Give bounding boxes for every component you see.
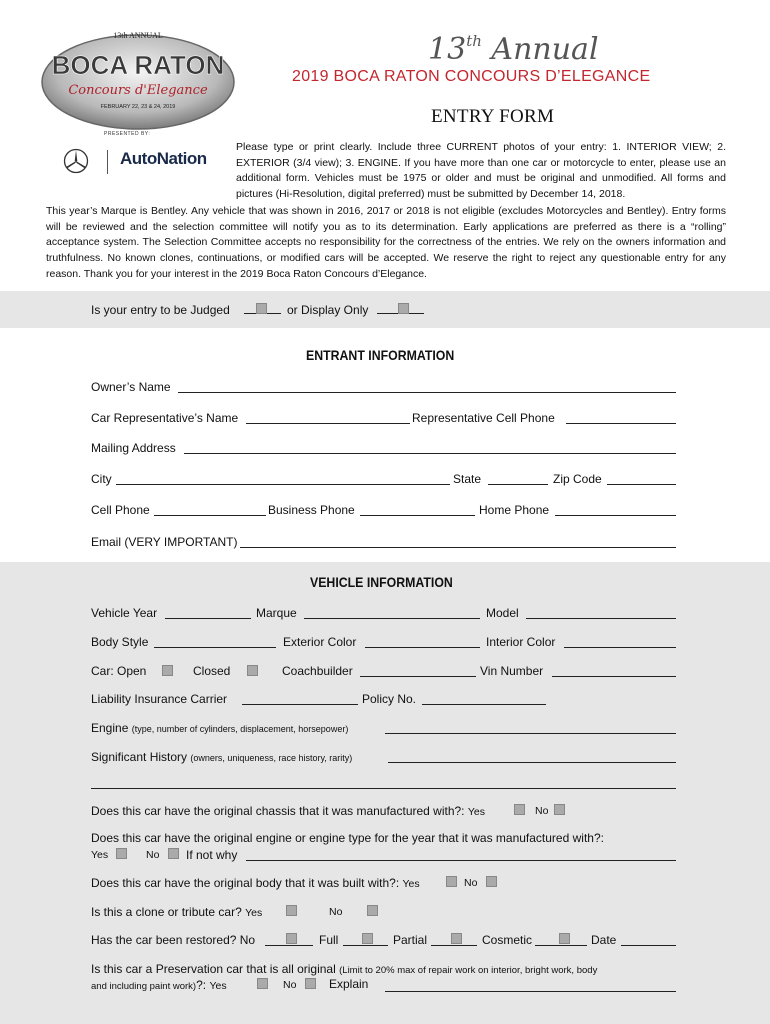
- zip-label: Zip Code: [553, 472, 602, 486]
- home-field[interactable]: [555, 505, 676, 516]
- model-field[interactable]: [526, 608, 676, 619]
- vin-field[interactable]: [552, 666, 676, 677]
- mailing-field[interactable]: [184, 443, 676, 454]
- body-label: Body Style: [91, 635, 149, 649]
- car-rep-field[interactable]: [246, 413, 410, 424]
- history-label: Significant History (owners, uniqueness, race history, rarity): [91, 750, 353, 764]
- logo-dates-text: FEBRUARY 22, 23 & 24, 2019: [100, 104, 176, 110]
- int-field[interactable]: [564, 637, 676, 648]
- liability-field[interactable]: [242, 694, 358, 705]
- cosmetic-label: Cosmetic: [482, 933, 533, 947]
- event-title: 2019 BOCA RATON CONCOURS D’ELEGANCE: [292, 68, 651, 85]
- coach-field[interactable]: [360, 666, 476, 677]
- business-field[interactable]: [360, 505, 475, 516]
- entrant-heading: ENTRANT INFORMATION: [306, 347, 455, 363]
- open-label: Car: Open: [91, 664, 147, 678]
- year-field[interactable]: [165, 608, 251, 619]
- q-chassis: Does this car have the original chassis that it was manufactured with?: Yes: [91, 804, 486, 818]
- display-label: or Display Only: [287, 303, 369, 317]
- cell-field[interactable]: [154, 505, 266, 516]
- logo-top-text: 13th ANNUAL: [113, 31, 163, 40]
- rep-cell-field[interactable]: [566, 413, 676, 424]
- vin-label: Vin Number: [480, 664, 544, 678]
- cell-label: Cell Phone: [91, 503, 150, 517]
- q-clone: Is this a clone or tribute car? Yes: [91, 905, 263, 919]
- closed-label: Closed: [193, 664, 231, 678]
- car-rep-label: Car Representative’s Name: [91, 411, 239, 425]
- body-no-label: No: [464, 877, 478, 889]
- marque-field[interactable]: [304, 608, 480, 619]
- engine-no-label: No: [146, 849, 160, 861]
- ext-field[interactable]: [365, 637, 480, 648]
- partial-label: Partial: [393, 933, 428, 947]
- closed-checkbox[interactable]: [247, 665, 258, 676]
- if-not-why-label: If not why: [186, 848, 238, 862]
- engine-yes-checkbox[interactable]: [116, 848, 127, 859]
- int-label: Interior Color: [486, 635, 556, 649]
- presented-by: PRESENTED BY:: [104, 131, 151, 137]
- body-yes-checkbox[interactable]: [446, 876, 457, 887]
- state-field[interactable]: [488, 474, 548, 485]
- cosmetic-checkbox[interactable]: [559, 933, 570, 944]
- date-label: Date: [591, 933, 617, 947]
- restored-no-checkbox[interactable]: [286, 933, 297, 944]
- preservation-no-checkbox[interactable]: [305, 978, 316, 989]
- engine-field[interactable]: [385, 723, 676, 734]
- q-body: Does this car have the original body that it was built with?: Yes: [91, 876, 420, 890]
- logo-divider: [107, 150, 108, 174]
- vehicle-heading: VEHICLE INFORMATION: [310, 574, 453, 590]
- open-checkbox[interactable]: [162, 665, 173, 676]
- owner-name-label: Owner’s Name: [91, 380, 171, 394]
- date-field[interactable]: [621, 935, 676, 946]
- form-title: ENTRY FORM: [431, 106, 555, 127]
- year-label: Vehicle Year: [91, 606, 158, 620]
- if-not-why-field[interactable]: [246, 850, 676, 861]
- vehicle-band: [0, 562, 770, 1024]
- chassis-yes-checkbox[interactable]: [514, 804, 525, 815]
- clone-no-checkbox[interactable]: [367, 905, 378, 916]
- state-label: State: [453, 472, 482, 486]
- judged-label: Is your entry to be Judged: [91, 303, 230, 317]
- owner-name-field[interactable]: [178, 382, 676, 393]
- preservation-no-label: No: [283, 979, 297, 991]
- intro-paragraph-2: This year’s Marque is Bentley. Any vehicle that was shown in 2016, 2017 or 2018 is not eligible (excludes Motorcycles and Bentley). Entry forms will be reviewed and the selection committee will notify you as to its determination. Early applications are preferred as there is a “rolling” acceptance system. The Selection Committee accepts no responsibility for the correctness of the entries. We rely on the owners information and truthfulness. No known clones, continuations, or modified cars will be accepted. We reserve the right to reject any questionable entry for any reason. Thank you for your interest in the 2019 Boca Raton Concours d’Elegance.: [46, 205, 726, 280]
- q-preservation-2: and including paint work)?: Yes: [91, 978, 227, 992]
- full-label: Full: [319, 933, 339, 947]
- coach-label: Coachbuilder: [282, 664, 353, 678]
- chassis-no-checkbox[interactable]: [554, 804, 565, 815]
- email-label: Email (VERY IMPORTANT): [91, 535, 238, 549]
- liability-label: Liability Insurance Carrier: [91, 692, 228, 706]
- q-engine: Does this car have the original engine or engine type for the year that it was manufactured with?:: [91, 831, 604, 845]
- intro-paragraph-1: Please type or print clearly. Include three CURRENT photos of your entry: 1. INTERIOR VIEW; 2. EXTERIOR (3/4 view); 3. ENGINE. If you have more than one car or motorcycle to enter, please use an additional form. Vehicles must be 1975 or older and must be original and unmodified. All forms and pictures (Hi-Resolution, digital preferred) must be submitted by December 14, 2018.: [236, 141, 726, 201]
- city-label: City: [91, 472, 112, 486]
- zip-field[interactable]: [607, 474, 676, 485]
- chassis-no-label: No: [535, 805, 549, 817]
- model-label: Model: [486, 606, 519, 620]
- marque-label: Marque: [256, 606, 297, 620]
- history-field-2[interactable]: [91, 778, 676, 789]
- partial-checkbox[interactable]: [451, 933, 462, 944]
- annual-title: 13th Annual: [428, 32, 599, 67]
- mailing-label: Mailing Address: [91, 441, 176, 455]
- logo-main-text: BOCA RATON: [51, 50, 225, 80]
- engine-no-checkbox[interactable]: [168, 848, 179, 859]
- clone-no-label: No: [329, 906, 343, 918]
- explain-label: Explain: [329, 977, 369, 991]
- body-field[interactable]: [154, 637, 276, 648]
- q-preservation: Is this car a Preservation car that is all original (Limit to 20% max of repair work on interior, bright work, body: [91, 962, 598, 976]
- judged-checkbox[interactable]: [256, 303, 267, 314]
- body-no-checkbox[interactable]: [486, 876, 497, 887]
- clone-yes-checkbox[interactable]: [286, 905, 297, 916]
- display-checkbox[interactable]: [398, 303, 409, 314]
- engine-label: Engine (type, number of cylinders, displacement, horsepower): [91, 721, 349, 735]
- home-label: Home Phone: [479, 503, 550, 517]
- policy-label: Policy No.: [362, 692, 417, 706]
- autonation-logo: AutoNation: [120, 149, 207, 168]
- explain-field[interactable]: [385, 981, 676, 992]
- email-field[interactable]: [240, 537, 676, 548]
- history-field[interactable]: [388, 752, 676, 763]
- rep-cell-label: Representative Cell Phone: [412, 411, 555, 425]
- policy-field[interactable]: [422, 694, 546, 705]
- city-field[interactable]: [116, 474, 450, 485]
- mercedes-star-icon: [63, 148, 89, 174]
- q-restored: Has the car been restored? No: [91, 933, 256, 947]
- business-label: Business Phone: [268, 503, 355, 517]
- preservation-yes-checkbox[interactable]: [257, 978, 268, 989]
- ext-label: Exterior Color: [283, 635, 357, 649]
- engine-yes-label: Yes: [91, 849, 109, 861]
- logo-script-text: Concours d'Elegance: [68, 83, 208, 98]
- full-checkbox[interactable]: [362, 933, 373, 944]
- boca-raton-logo: [40, 22, 236, 134]
